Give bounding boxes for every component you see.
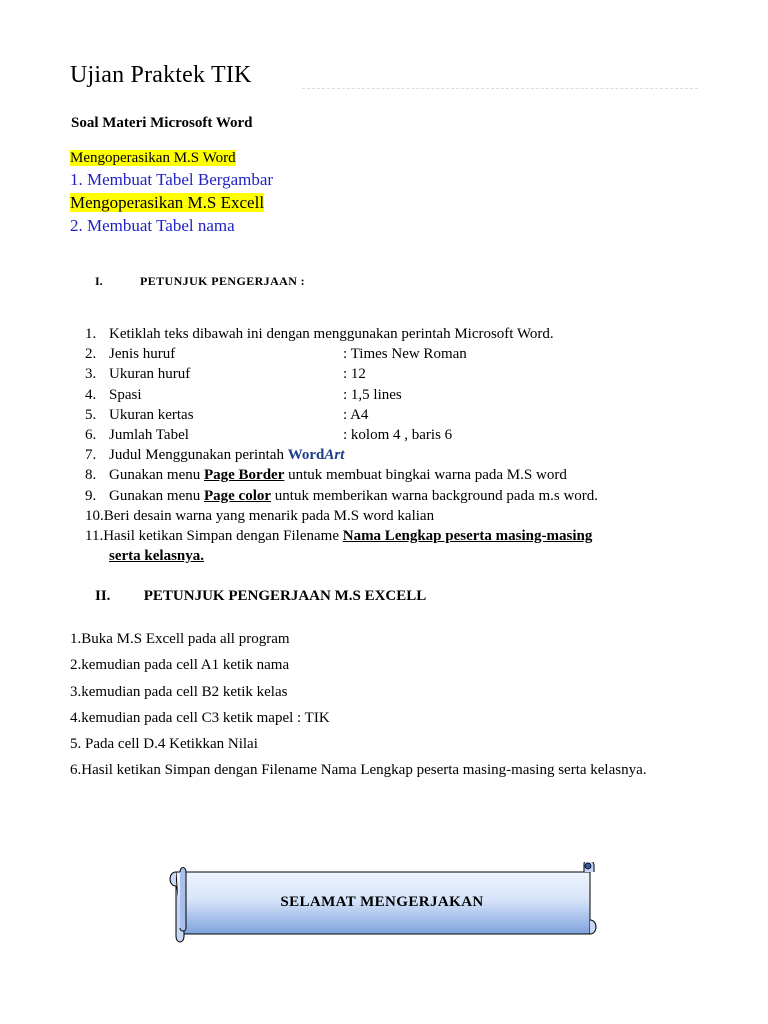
wordart-logo <box>288 447 345 463</box>
section-2-label: II. <box>95 588 111 604</box>
list-item: 1.Buka M.S Excell pada all program <box>70 631 290 647</box>
item-text: Beri desain warna yang menarik pada M.S word kalian <box>103 507 435 524</box>
excel-instructions-list <box>70 626 710 785</box>
list-item <box>85 364 598 384</box>
filename-term-continued: serta kelasnya. <box>109 548 204 565</box>
item-label: Jumlah Tabel <box>109 426 189 443</box>
item-text: Ketiklah teks dibawah ini dengan menggunakan perintah Microsoft Word. <box>109 326 554 342</box>
item-number: 7. <box>85 447 97 464</box>
item-value: : 1,5 lines <box>343 386 402 403</box>
list-item <box>85 344 598 364</box>
item-number: 3. <box>85 366 97 383</box>
list-item: 3.kemudian pada cell B2 ketik kelas <box>70 683 288 700</box>
item-label: Spasi <box>109 386 142 403</box>
list-item <box>85 526 598 546</box>
item-value: : 12 <box>343 366 366 383</box>
item-text-post: untuk memberikan warna background pada m.s word. <box>271 487 599 504</box>
item-label: Ukuran kertas <box>109 406 194 423</box>
section-1-text: PETUNJUK PENGERJAAN : <box>140 274 306 288</box>
scroll-knob <box>585 863 591 869</box>
list-item: 4.kemudian pada cell C3 ketik mapel : TIK <box>70 709 330 726</box>
list-item <box>85 385 598 405</box>
list-item-continuation <box>85 546 598 566</box>
section-1-label: I. <box>95 274 103 288</box>
section-1-heading <box>95 274 305 289</box>
item-value: : kolom 4 , baris 6 <box>343 426 453 443</box>
word-operation-text: Mengoperasikan M.S Word <box>70 150 236 166</box>
item-text-pre: Gunakan menu <box>109 487 204 504</box>
wordart-word: Word <box>287 447 325 464</box>
item-text-pre: Gunakan menu <box>109 467 204 484</box>
word-instructions-list <box>85 324 598 566</box>
list-item <box>85 405 598 425</box>
excel-operation-heading <box>70 193 264 213</box>
item-text: Judul Menggunakan perintah <box>109 447 288 464</box>
banner-text: SELAMAT MENGERJAKAN <box>280 894 484 910</box>
item-number: 8. <box>85 467 97 484</box>
task-1: 1. Membuat Tabel Bergambar <box>70 170 274 189</box>
page-color-term: Page color <box>203 487 272 504</box>
filename-term: Nama Lengkap peserta masing-masing <box>342 527 593 544</box>
task-2: 2. Membuat Tabel nama <box>70 216 235 235</box>
list-item <box>85 425 598 445</box>
item-text-post: untuk membuat bingkai warna pada M.S word <box>284 467 567 484</box>
list-item: 5. Pada cell D.4 Ketikkan Nilai <box>70 736 258 753</box>
item-number: 4. <box>85 386 97 403</box>
list-item <box>85 506 598 526</box>
item-number: 10. <box>85 507 104 524</box>
item-label: Jenis huruf <box>109 346 176 363</box>
word-operation-heading <box>70 150 236 167</box>
item-number: 6. <box>85 426 97 443</box>
item-value: : Times New Roman <box>343 346 467 363</box>
list-item: 6.Hasil ketikan Simpan dengan Filename Nama Lengkap peserta masing-masing serta kelasnya. <box>70 762 647 779</box>
subtitle: Soal Materi Microsoft Word <box>71 115 253 131</box>
list-item <box>85 465 598 485</box>
excel-operation-text: Mengoperasikan M.S Excell <box>70 193 265 212</box>
item-label: Ukuran huruf <box>109 366 191 383</box>
title-underline <box>302 88 698 89</box>
list-item: 2.kemudian pada cell A1 ketik nama <box>70 657 290 674</box>
item-number: 1. <box>85 326 97 342</box>
item-text-pre: Hasil ketikan Simpan dengan Filename <box>103 527 343 544</box>
section-2-text: PETUNJUK PENGERJAAN M.S EXCELL <box>143 588 427 604</box>
item-value: : A4 <box>343 406 369 423</box>
page-title: Ujian Praktek TIK <box>70 62 252 88</box>
item-number: 11. <box>85 527 104 544</box>
item-number: 5. <box>85 406 97 423</box>
list-item <box>85 445 598 465</box>
list-item <box>85 324 598 344</box>
section-2-heading <box>95 588 426 605</box>
list-item <box>85 486 598 506</box>
wordart-art: Art <box>324 447 345 464</box>
item-number: 2. <box>85 346 97 363</box>
item-number: 9. <box>85 487 97 504</box>
page-border-term: Page Border <box>203 467 285 484</box>
